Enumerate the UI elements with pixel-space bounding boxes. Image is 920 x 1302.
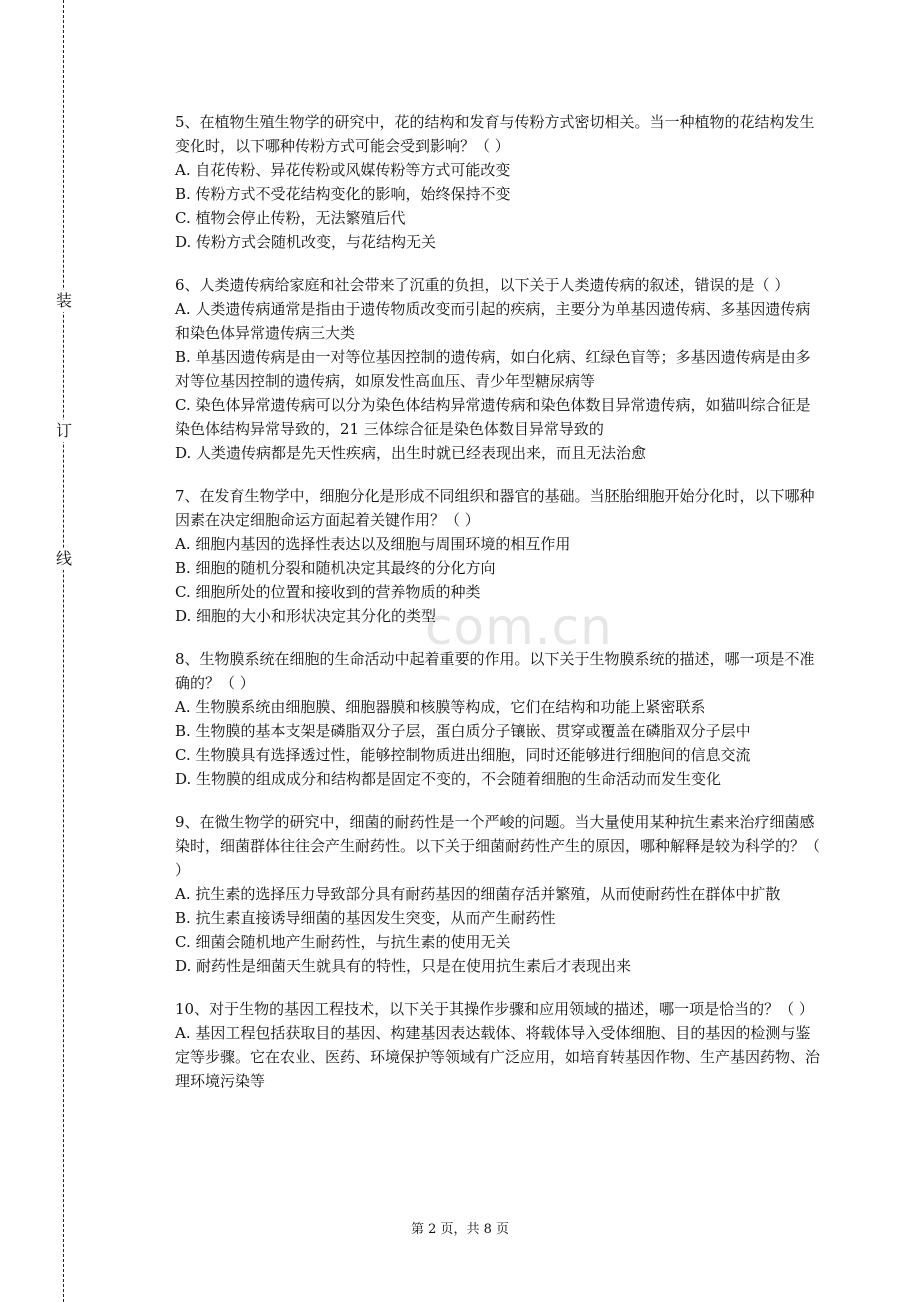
option-d[interactable]: D. 生物膜的组成成分和结构都是固定不变的，不会随着细胞的生命活动而发生变化: [175, 770, 722, 788]
question-5: [175, 110, 825, 254]
option-list: [175, 1021, 825, 1093]
question-list: [175, 110, 825, 1112]
option-d[interactable]: D. 传粉方式会随机改变，与花结构无关: [175, 233, 437, 251]
option-list: [175, 532, 825, 628]
option-d[interactable]: D. 人类遗传病都是先天性疾病，出生时就已经表现出来，而且无法治愈: [175, 444, 647, 462]
option-list: [175, 297, 825, 465]
question-7: [175, 484, 825, 628]
binding-dashed-line: [63, 0, 64, 1302]
option-a[interactable]: A. 抗生素的选择压力导致部分具有耐药基因的细菌存活并繁殖，从而使耐药性在群体中扩散: [175, 885, 781, 903]
option-list: [175, 882, 825, 978]
option-list: [175, 695, 825, 791]
question-stem: 5、在植物生殖生物学的研究中，花的结构和发育与传粉方式密切相关。当一种植物的花结构发生变化时，以下哪种传粉方式可能会受到影响？（ ）: [175, 113, 815, 155]
watermark: com.cn: [425, 598, 613, 656]
option-a[interactable]: A. 生物膜系统由细胞膜、细胞器膜和核膜等构成，它们在结构和功能上紧密联系: [175, 698, 706, 716]
option-a[interactable]: A. 基因工程包括获取目的基因、构建基因表达载体、将载体导入受体细胞、目的基因的检测与鉴定等步骤。它在农业、医药、环境保护等领域有广泛应用，如培育转基因作物、生产基因药物、治理环境污染等: [175, 1024, 821, 1090]
option-a[interactable]: A. 自花传粉、异花传粉或风媒传粉等方式可能改变: [175, 161, 511, 179]
option-b[interactable]: B. 生物膜的基本支架是磷脂双分子层，蛋白质分子镶嵌、贯穿或覆盖在磷脂双分子层中: [175, 722, 751, 740]
question-9: [175, 810, 825, 978]
question-stem: 7、在发育生物学中，细胞分化是形成不同组织和器官的基础。当胚胎细胞开始分化时，以下哪种因素在决定细胞命运方面起着关键作用？（ ）: [175, 487, 815, 529]
option-c[interactable]: C. 细胞所处的位置和接收到的营养物质的种类: [175, 583, 481, 601]
option-b[interactable]: B. 传粉方式不受花结构变化的影响，始终保持不变: [175, 185, 511, 203]
question-8: [175, 647, 825, 791]
option-a[interactable]: A. 人类遗传病通常是指由于遗传物质改变而引起的疾病，主要分为单基因遗传病、多基因遗传病和染色体异常遗传病三大类: [175, 300, 811, 342]
page-number-footer: 第 2 页，共 8 页: [410, 1222, 510, 1237]
question-10: [175, 997, 825, 1093]
option-a[interactable]: A. 细胞内基因的选择性表达以及细胞与周围环境的相互作用: [175, 535, 571, 553]
question-stem: 10、对于生物的基因工程技术，以下关于其操作步骤和应用领域的描述，哪一项是恰当的？（ ）: [175, 1000, 814, 1018]
binding-char-xian: 线: [55, 549, 72, 568]
binding-char-zhuang: 装: [55, 291, 72, 310]
question-stem: 9、在微生物学的研究中，细菌的耐药性是一个严峻的问题。当大量使用某种抗生素来治疗细菌感染时，细菌群体往往会产生耐药性。以下关于细菌耐药性产生的原因，哪种解释是较为科学的？（ ）: [175, 813, 821, 879]
option-b[interactable]: B. 细胞的随机分裂和随机决定其最终的分化方向: [175, 559, 496, 577]
question-6: [175, 273, 825, 465]
option-b[interactable]: B. 单基因遗传病是由一对等位基因控制的遗传病，如白化病、红绿色盲等；多基因遗传病是由多对等位基因控制的遗传病，如原发性高血压、青少年型糖尿病等: [175, 348, 811, 390]
option-c[interactable]: C. 植物会停止传粉，无法繁殖后代: [175, 209, 406, 227]
option-b[interactable]: B. 抗生素直接诱导细菌的基因发生突变，从而产生耐药性: [175, 909, 556, 927]
question-stem: 6、人类遗传病给家庭和社会带来了沉重的负担，以下关于人类遗传病的叙述，错误的是（ ）: [175, 276, 790, 294]
question-stem: 8、生物膜系统在细胞的生命活动中起着重要的作用。以下关于生物膜系统的描述，哪一项是不准确的？（ ）: [175, 650, 815, 692]
option-list: [175, 158, 825, 254]
option-c[interactable]: C. 染色体异常遗传病可以分为染色体结构异常遗传病和染色体数目异常遗传病，如猫叫综合征是染色体结构异常导致的，21 三体综合征是染色体数目异常导致的: [175, 396, 811, 438]
option-d[interactable]: D. 细胞的大小和形状决定其分化的类型: [175, 607, 437, 625]
binding-char-ding: 订: [55, 421, 72, 440]
option-c[interactable]: C. 生物膜具有选择透过性，能够控制物质进出细胞，同时还能够进行细胞间的信息交流: [175, 746, 751, 764]
option-d[interactable]: D. 耐药性是细菌天生就具有的特性，只是在使用抗生素后才表现出来: [175, 957, 632, 975]
option-c[interactable]: C. 细菌会随机地产生耐药性，与抗生素的使用无关: [175, 933, 511, 951]
